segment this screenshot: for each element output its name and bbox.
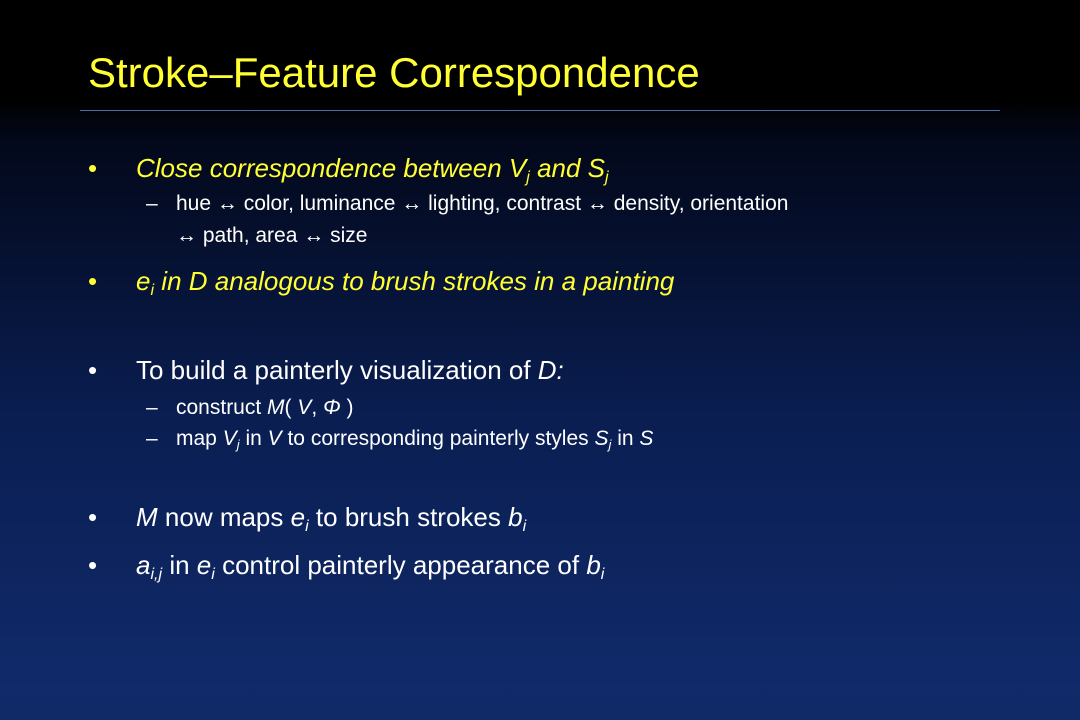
dash-marker: – bbox=[146, 396, 158, 419]
footer-band bbox=[0, 698, 1080, 720]
subscript: j bbox=[605, 168, 609, 187]
subscript: j bbox=[236, 437, 240, 453]
bullet-marker: • bbox=[88, 502, 98, 532]
slide-title: Stroke–Feature Correspondence bbox=[88, 49, 700, 96]
text-segment: map bbox=[176, 427, 223, 450]
text-segment: e bbox=[136, 266, 151, 296]
title-divider bbox=[80, 110, 1000, 111]
subscript: i bbox=[305, 517, 309, 536]
text-segment: ( bbox=[284, 396, 298, 419]
subscript: i bbox=[522, 517, 527, 536]
text-segment: ) bbox=[340, 396, 354, 419]
bullet-close-correspondence bbox=[136, 153, 609, 188]
text-segment: to corresponding painterly styles bbox=[281, 427, 595, 450]
subscript: i bbox=[150, 281, 155, 300]
subscript: i bbox=[600, 565, 605, 584]
text-segment: now maps bbox=[157, 502, 291, 532]
bullet-attributes-control bbox=[136, 550, 604, 585]
subbullet-mappings bbox=[146, 191, 788, 216]
text-segment: S bbox=[594, 427, 609, 450]
text-segment: b bbox=[586, 550, 601, 580]
text-segment: V bbox=[267, 427, 282, 450]
subbullet-map-styles bbox=[146, 426, 653, 453]
subscript: i,j bbox=[150, 565, 163, 584]
subscript: j bbox=[608, 437, 612, 453]
text-segment: b bbox=[508, 502, 523, 532]
subbullet-mappings-continued: ↔ path, area ↔ size bbox=[176, 224, 368, 247]
bullet-build-visualization bbox=[136, 355, 564, 386]
text-segment: V bbox=[222, 427, 237, 450]
text-segment: M bbox=[136, 502, 158, 532]
text-segment: M bbox=[267, 396, 285, 419]
dash-marker: – bbox=[146, 427, 158, 450]
text-segment: a bbox=[136, 550, 151, 580]
bullet-brush-strokes-analogy bbox=[136, 266, 674, 301]
text-segment: e bbox=[290, 502, 306, 532]
text-segment: , bbox=[311, 396, 324, 419]
bullet-marker: • bbox=[88, 266, 98, 296]
text-segment: e bbox=[196, 550, 212, 580]
bullet-m-maps-strokes bbox=[136, 502, 526, 537]
text-segment: in bbox=[162, 550, 197, 580]
text-segment: to brush strokes bbox=[308, 502, 509, 532]
text-segment: and S bbox=[529, 153, 606, 183]
subscript: i bbox=[211, 565, 215, 584]
text-segment: Close correspondence between V bbox=[136, 153, 527, 183]
subbullet-construct-m bbox=[146, 395, 353, 420]
bullet-marker: • bbox=[88, 550, 98, 580]
phi-symbol: Φ bbox=[323, 396, 341, 419]
text-segment: V bbox=[297, 396, 312, 419]
text-segment: control painterly appearance of bbox=[214, 550, 587, 580]
bullet-marker: • bbox=[88, 355, 98, 385]
text-segment: in D analogous to brush strokes in a painting bbox=[154, 266, 675, 296]
text-segment: in bbox=[611, 427, 640, 450]
text-segment: construct bbox=[176, 396, 268, 419]
text-segment: in bbox=[239, 427, 268, 450]
subbullet-text: hue ↔ color, luminance ↔ lighting, contrast ↔ density, orientation bbox=[176, 192, 789, 215]
dash-marker: – bbox=[146, 192, 158, 215]
bullet-marker: • bbox=[88, 153, 98, 183]
text-segment: S bbox=[639, 427, 654, 450]
subscript: j bbox=[526, 168, 530, 187]
text-segment: D: bbox=[537, 355, 564, 385]
text-segment: To build a painterly visualization of bbox=[136, 355, 538, 385]
